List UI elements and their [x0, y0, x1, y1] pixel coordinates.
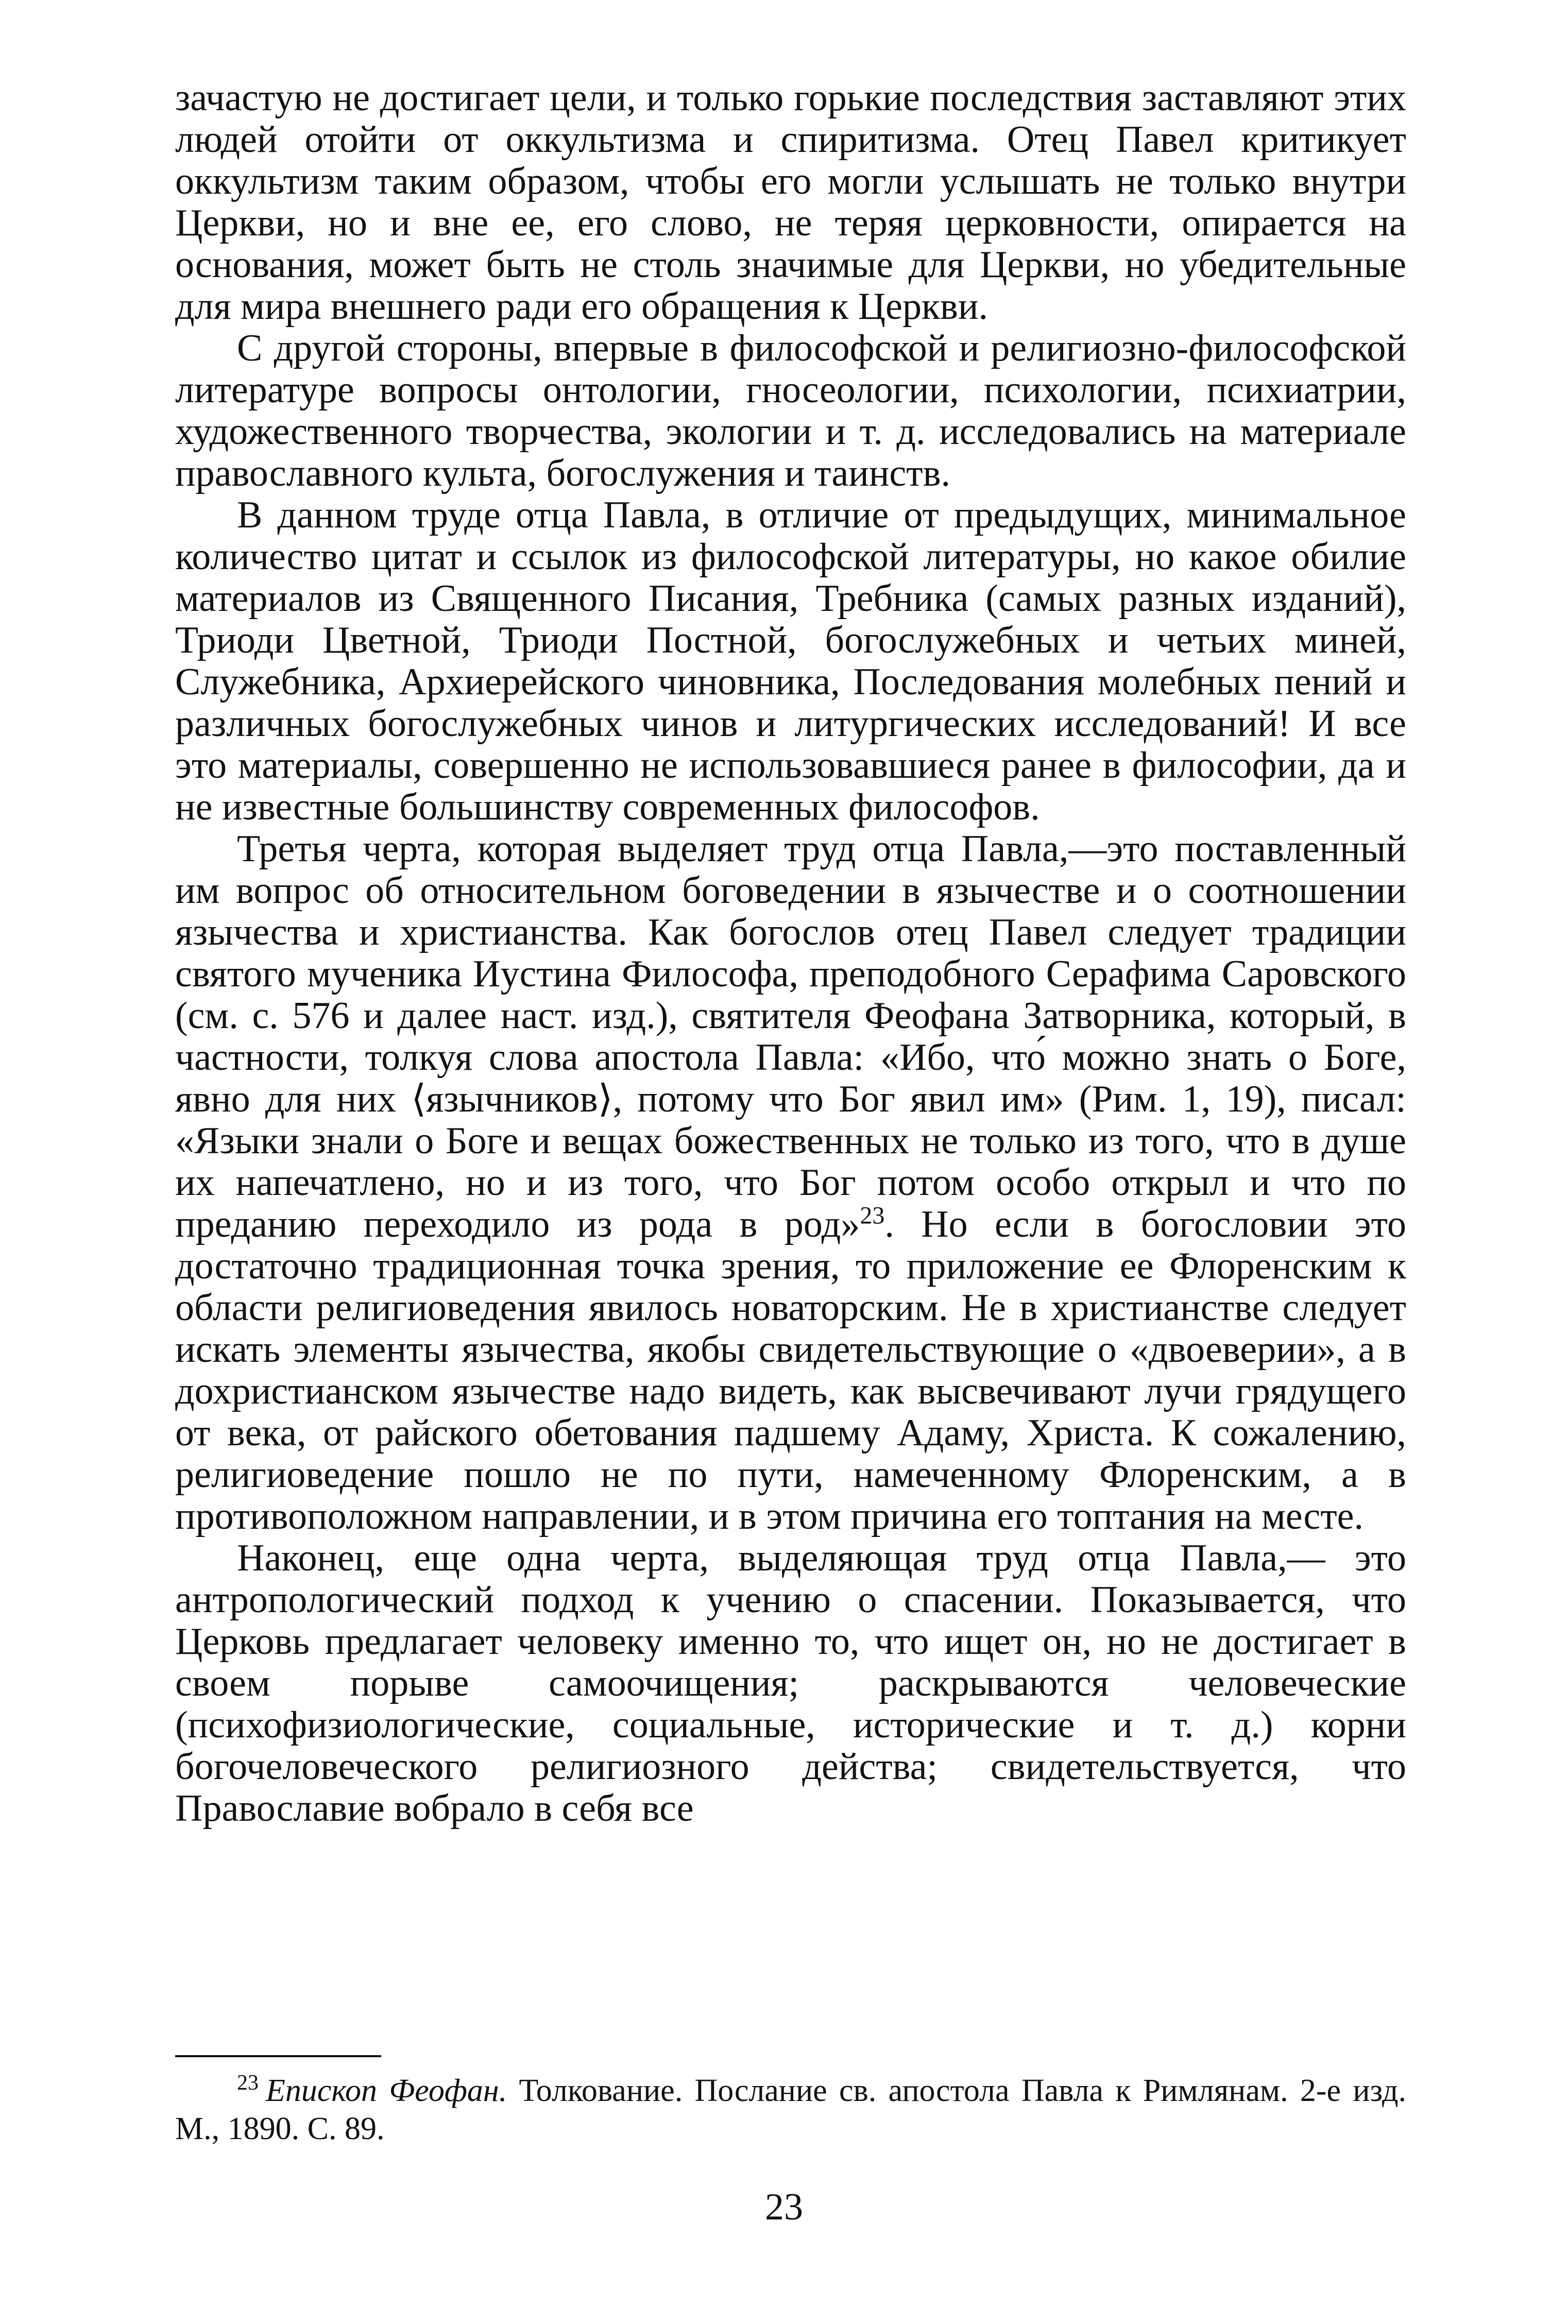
footnote-text: Толкование. Послание св. апостола Павла к Римлянам. 2-е изд. М., 1890. С. 89.: [175, 2073, 1406, 2146]
footnote-mark: 23: [237, 2071, 259, 2095]
footnote-divider: [175, 2055, 381, 2057]
paragraph-4: [175, 828, 1406, 1537]
footnote-reference[interactable]: 23: [860, 1202, 885, 1229]
paragraph-2: С другой стороны, впервые в философской и религиозно-философской литературе вопросы онтологии, гносеологии, психологии, психиатрии, художественного творчества, экологии и т. д. исследовались на материале православного культа, богослужения и таинств.: [175, 327, 1406, 494]
paragraph-1: зачастую не достигает цели, и только горькие последствия заставляют этих людей отойти от оккультизма и спиритизма. Отец Павел критикует оккультизм таким образом, чтобы его могли услышать не только внутри Церкви, но и вне ее, его слово, не теряя церковности, опирается на основания, может быть не столь значимые для Церкви, но убедительные для мира внешнего ради его обращения к Церкви.: [175, 77, 1406, 328]
page-number: 23: [765, 2186, 803, 2228]
paragraph-4-part-1: Третья черта, которая выделяет труд отца Павла,—это поставленный им вопрос об относительном боговедении в язычестве и о соотношении язычества и христианства. Как богослов отец Павел следует традиции святого мученика Иустина Философа, преподобного Серафима Саровского (см. с. 576 и далее наст. изд.), святителя Феофана Затворника, который, в частности, толкуя слова апостола Павла: «Ибо, что́ можно знать о Боге, явно для них ⟨язычников⟩, потому что Бог явил им» (Рим. 1, 19), писал: «Языки знали о Боге и вещах божественных не только из того, что в душе их напечатлено, но и из того, что Бог потом особо открыл и что по преданию переходило из рода в род»: [175, 828, 1406, 1245]
footnote-author: Епископ Феофан.: [266, 2073, 507, 2108]
footnote: [175, 2072, 1406, 2148]
paragraph-4-part-2: . Но если в богословии это достаточно традиционная точка зрения, то приложение ее Флоренским к области религиоведения явилось новаторским. Не в христианстве следует искать элементы язычества, якобы свидетельствующие о «двоеверии», а в дохристианском язычестве надо видеть, как высвечивают лучи грядущего от века, от райского обетования падшему Адаму, Христа. К сожалению, религиоведение пошло не по пути, намеченному Флоренским, а в противоположном направлении, и в этом причина его топтания на месте.: [175, 1203, 1407, 1537]
paragraph-5: Наконец, еще одна черта, выделяющая труд отца Павла,— это антропологический подход к учению о спасении. Показывается, что Церковь предлагает человеку именно то, что ищет он, но не достигает в своем порыве самоочищения; раскрываются человеческие (психофизиологические, социальные, исторические и т. д.) корни богочеловеческого религиозного действа; свидетельствуется, что Православие вобрало в себя все: [175, 1537, 1406, 1830]
page-body: [175, 77, 1406, 1830]
paragraph-3: В данном труде отца Павла, в отличие от предыдущих, минимальное количество цитат и ссылок из философской литературы, но какое обилие материалов из Священного Писания, Требника (самых разных изданий), Триоди Цветной, Триоди Постной, богослужебных и четьих миней, Служебника, Архиерейского чиновника, Последования молебных пений и различных богослужебных чинов и литургических исследований! И все это материалы, совершенно не использовавшиеся ранее в философии, да и не известные большинству современных философов.: [175, 494, 1406, 828]
